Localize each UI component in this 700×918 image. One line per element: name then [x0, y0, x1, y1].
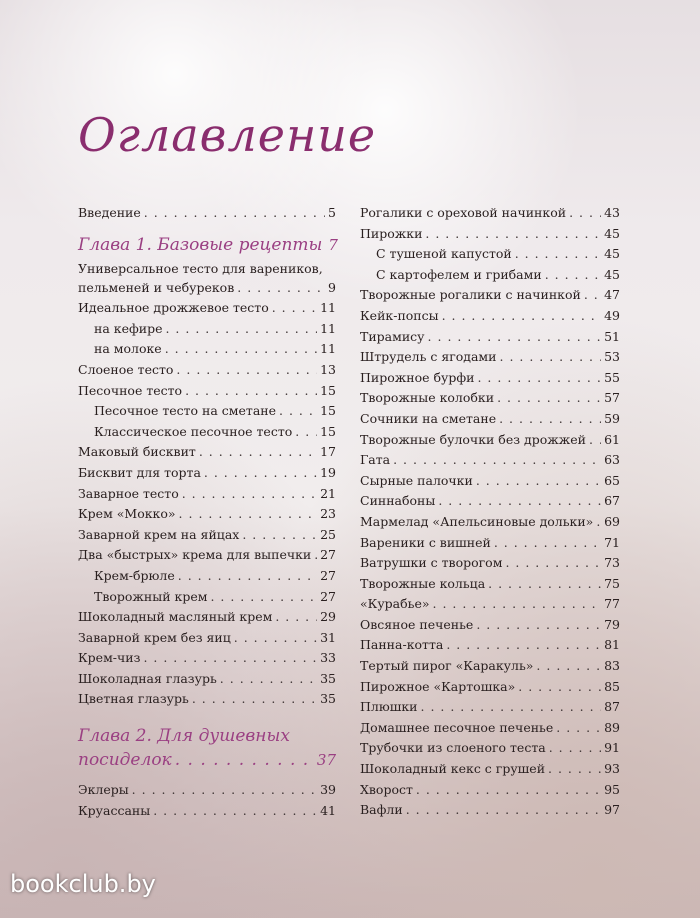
dot-leader — [237, 278, 325, 299]
entry-title: Классическое песочное тесто — [94, 423, 293, 439]
entry-title: Заварной крем на яйцах — [78, 526, 240, 542]
dot-leader — [165, 339, 317, 360]
entry-title: на молоке — [94, 341, 162, 357]
dot-leader — [494, 533, 601, 554]
toc-entry[interactable] — [360, 533, 620, 554]
entry-page: 47 — [604, 287, 620, 303]
entry-page: 65 — [604, 472, 620, 488]
toc-entry[interactable] — [360, 388, 620, 409]
dot-leader — [446, 635, 601, 656]
toc-entry[interactable] — [360, 697, 620, 718]
dot-leader — [182, 484, 317, 505]
entry-page: 13 — [320, 361, 336, 377]
entry-title: Идеальное дрожжевое тесто — [78, 300, 269, 316]
entry-page: 55 — [604, 369, 620, 385]
entry-title: Кейк-попсы — [360, 307, 439, 323]
entry-page: 81 — [604, 637, 620, 653]
toc-entry[interactable] — [360, 738, 620, 759]
toc-entry[interactable] — [360, 594, 620, 615]
dot-leader — [476, 615, 601, 636]
entry-title: Крем-чиз — [78, 650, 141, 666]
entry-title: Овсяное печенье — [360, 616, 474, 632]
toc-entry[interactable] — [360, 471, 620, 492]
toc-entry[interactable] — [360, 430, 620, 451]
toc-entry[interactable] — [360, 450, 620, 471]
entry-page: 89 — [604, 719, 620, 735]
site-watermark: bookclub.by — [10, 870, 156, 898]
entry-title: Круассаны — [78, 802, 151, 818]
toc-entry[interactable] — [78, 401, 336, 422]
toc-entry[interactable] — [78, 504, 336, 525]
toc-entry[interactable] — [360, 656, 620, 677]
entry-title: Вареники с вишней — [360, 534, 491, 550]
entry-page: 35 — [320, 670, 336, 686]
entry-title: Маковый бисквит — [78, 444, 196, 460]
toc-entry[interactable] — [78, 339, 336, 360]
dot-leader — [438, 491, 601, 512]
toc-entry[interactable] — [360, 368, 620, 389]
toc-entry[interactable] — [360, 635, 620, 656]
toc-entry[interactable] — [360, 615, 620, 636]
entry-page: 11 — [320, 300, 336, 316]
entry-page: 61 — [604, 431, 620, 447]
entry-page: 91 — [604, 740, 620, 756]
entry-title: Тертый пирог «Каракуль» — [360, 658, 534, 674]
dot-leader — [192, 689, 317, 710]
entry-page: 67 — [604, 493, 620, 509]
entry-title: Рогалики с ореховой начинкой — [360, 205, 567, 220]
entry-page: 69 — [604, 513, 620, 529]
dot-leader — [545, 265, 601, 286]
entry-title: Плюшки — [360, 699, 418, 715]
entry-title: Цветная глазурь — [78, 691, 189, 707]
entry-title: Песочное тесто — [78, 382, 183, 398]
toc-entry[interactable] — [360, 327, 620, 348]
toc-left-column — [78, 203, 336, 821]
dot-leader — [210, 587, 317, 608]
entry-title: Трубочки из слоеного теста — [360, 740, 546, 756]
dot-leader — [497, 388, 601, 409]
toc-right-column — [360, 203, 620, 821]
toc-entry[interactable] — [360, 553, 620, 574]
entry-page: 57 — [604, 390, 620, 406]
toc-entry[interactable] — [360, 718, 620, 739]
dot-leader — [234, 628, 317, 649]
dot-leader — [220, 669, 317, 690]
toc-entry[interactable] — [78, 298, 336, 319]
toc-entry[interactable] — [78, 484, 336, 505]
toc-entry[interactable] — [78, 607, 336, 628]
entry-page: 51 — [604, 328, 620, 344]
toc-entry[interactable] — [360, 491, 620, 512]
dot-leader — [505, 553, 601, 574]
entry-page: 45 — [604, 225, 620, 241]
entry-title: Песочное тесто на сметане — [94, 403, 277, 419]
dot-leader — [442, 306, 602, 327]
toc-entry[interactable] — [78, 381, 336, 402]
dot-leader — [500, 347, 602, 368]
entry-title: Творожные колобки — [360, 390, 495, 406]
entry-title: Хворост — [360, 781, 413, 797]
entry-page: 11 — [320, 320, 336, 336]
entry-page: 43 — [604, 205, 620, 220]
entry-page: 33 — [320, 650, 336, 666]
dot-leader — [204, 463, 317, 484]
dot-leader — [536, 656, 601, 677]
entry-title: Пирожки — [360, 225, 423, 241]
entry-page: 39 — [320, 782, 336, 798]
toc-entry[interactable] — [360, 347, 620, 368]
toc-entry[interactable] — [360, 244, 620, 265]
entry-page: 27 — [320, 547, 336, 563]
chapter-page: 37 — [316, 751, 336, 770]
entry-page: 95 — [604, 781, 620, 797]
toc-entry[interactable] — [360, 677, 620, 698]
dot-leader — [132, 780, 317, 801]
entry-title: Пирожное бурфи — [360, 369, 475, 385]
spacer — [78, 772, 336, 780]
dot-leader — [515, 244, 601, 265]
toc-entry[interactable] — [78, 360, 336, 381]
toc-list-right — [360, 203, 620, 821]
dot-leader — [199, 442, 317, 463]
toc-entry[interactable] — [78, 587, 336, 608]
entry-title: Крем-брюле — [94, 567, 175, 583]
toc-entry[interactable] — [360, 512, 620, 533]
toc-entry[interactable] — [78, 669, 336, 690]
toc-entry[interactable] — [78, 648, 336, 669]
entry-page: 17 — [320, 444, 336, 460]
toc-entry[interactable] — [78, 525, 336, 546]
entry-page: 63 — [604, 452, 620, 468]
dot-leader — [549, 738, 601, 759]
entry-page: 9 — [328, 279, 336, 295]
entry-page: 11 — [320, 341, 336, 357]
entry-title: Два «быстрых» крема для выпечки — [78, 547, 312, 563]
dot-leader — [416, 780, 601, 801]
dot-leader — [518, 677, 601, 698]
dot-leader — [176, 360, 317, 381]
toc-entry[interactable] — [360, 574, 620, 595]
chapter-title-line2: посиделок — [78, 750, 172, 771]
dot-leader — [406, 800, 601, 821]
entry-page: 29 — [320, 609, 336, 625]
entry-page: 75 — [604, 575, 620, 591]
entry-page: 15 — [320, 382, 336, 398]
dot-leader — [569, 203, 601, 224]
entry-title-line1: Универсальное тесто для вареников, — [78, 260, 323, 276]
dot-leader — [548, 759, 601, 780]
dot-leader — [178, 566, 317, 587]
entry-title: Творожный крем — [94, 588, 208, 604]
toc-entry[interactable] — [78, 545, 336, 566]
dot-leader — [488, 574, 601, 595]
dot-leader — [596, 512, 601, 533]
entry-title: Гата — [360, 452, 391, 468]
entry-title: Эклеры — [78, 782, 129, 798]
dot-leader — [179, 504, 318, 525]
chapter-1-heading[interactable] — [78, 230, 336, 260]
chapter-page: 7 — [328, 235, 338, 254]
entry-page: 87 — [604, 699, 620, 715]
dot-leader — [275, 607, 317, 628]
entry-page: 85 — [604, 678, 620, 694]
entry-title-line2: пельменей и чебуреков — [78, 279, 235, 295]
dot-leader — [279, 401, 317, 422]
dot-leader — [477, 368, 601, 389]
entry-page: 31 — [320, 629, 336, 645]
dot-leader — [589, 430, 601, 451]
toc-entry[interactable] — [78, 442, 336, 463]
dot-leader — [143, 648, 317, 669]
entry-title: на кефире — [94, 320, 163, 336]
entry-page: 27 — [320, 588, 336, 604]
dot-leader — [185, 381, 317, 402]
entry-page: 97 — [604, 802, 620, 818]
entry-page: 15 — [320, 423, 336, 439]
toc-entry[interactable] — [78, 689, 336, 710]
toc-entry[interactable] — [360, 265, 620, 286]
entry-title: Шоколадная глазурь — [78, 670, 217, 686]
toc-entry[interactable] — [360, 224, 620, 245]
dot-leader — [433, 594, 602, 615]
entry-page: 49 — [604, 307, 620, 323]
entry-page: 83 — [604, 658, 620, 674]
entry-title: Домашнее песочное печенье — [360, 719, 554, 735]
dot-leader — [295, 422, 317, 443]
entry-title: Творожные булочки без дрожжей — [360, 431, 586, 447]
toc-entry[interactable] — [360, 409, 620, 430]
dot-leader — [242, 525, 317, 546]
entry-page: 71 — [604, 534, 620, 550]
entry-title: Крем «Мокко» — [78, 506, 176, 522]
dot-leader — [421, 697, 602, 718]
dot-leader — [499, 409, 601, 430]
dot-leader — [153, 801, 317, 822]
entry-page: 93 — [604, 761, 620, 777]
entry-page: 5 — [328, 205, 336, 220]
dot-leader — [144, 203, 325, 224]
entry-title: Бисквит для торта — [78, 464, 201, 480]
dot-leader — [584, 285, 601, 306]
entry-page: 45 — [604, 246, 620, 262]
entry-page: 15 — [320, 403, 336, 419]
toc-entry[interactable] — [78, 422, 336, 443]
entry-page: 21 — [320, 485, 336, 501]
toc-entry-intro[interactable] — [78, 203, 336, 224]
entry-title: Панна-котта — [360, 637, 444, 653]
chapter-title: Глава 1. Базовые рецепты — [78, 234, 323, 255]
entry-title: Введение — [78, 205, 141, 220]
entry-title: Шоколадный кекс с грушей — [360, 761, 546, 777]
entry-page: 59 — [604, 410, 620, 426]
entry-title: Сочники на сметане — [360, 410, 497, 426]
toc-entry[interactable] — [78, 319, 336, 340]
entry-title: Штрудель с ягодами — [360, 349, 497, 365]
entry-page: 27 — [320, 567, 336, 583]
dot-leader — [314, 545, 317, 566]
entry-title: Вафли — [360, 802, 403, 818]
entry-title: Пирожное «Картошка» — [360, 678, 516, 694]
dot-leader — [272, 298, 317, 319]
toc-list-chapter1 — [78, 298, 336, 710]
entry-page: 79 — [604, 616, 620, 632]
toc-entry[interactable] — [360, 759, 620, 780]
entry-page: 25 — [320, 526, 336, 542]
entry-title: С тушеной капустой — [376, 246, 512, 262]
entry-title: Сырные палочки — [360, 472, 473, 488]
toc-entry-universal[interactable] — [78, 260, 336, 299]
dot-leader — [556, 718, 601, 739]
entry-page: 41 — [320, 802, 336, 818]
chapter-title-line1: Глава 2. Для душевных — [78, 726, 290, 747]
entry-page: 23 — [320, 506, 336, 522]
toc-entry[interactable] — [360, 285, 620, 306]
dot-leader — [175, 748, 314, 772]
entry-title: Мармелад «Апельсиновые дольки» — [360, 513, 594, 529]
toc-entry[interactable] — [360, 780, 620, 801]
entry-title: «Курабье» — [360, 596, 430, 612]
entry-title: Шоколадный масляный крем — [78, 609, 273, 625]
dot-leader — [476, 471, 601, 492]
dot-leader — [425, 224, 601, 245]
entry-page: 45 — [604, 266, 620, 282]
entry-title: Творожные рогалики с начинкой — [360, 287, 581, 303]
dot-leader — [428, 327, 602, 348]
entry-page: 53 — [604, 349, 620, 365]
entry-title: Слоеное тесто — [78, 361, 174, 377]
toc-entry[interactable] — [78, 780, 336, 801]
toc-entry[interactable] — [78, 801, 336, 822]
toc-entry[interactable] — [360, 203, 620, 224]
entry-title: Заварное тесто — [78, 485, 179, 501]
toc-entry[interactable] — [78, 463, 336, 484]
entry-title: Синнабоны — [360, 493, 436, 509]
entry-page: 77 — [604, 596, 620, 612]
entry-title: Тирамису — [360, 328, 425, 344]
toc-entry[interactable] — [78, 628, 336, 649]
entry-title: Заварной крем без яиц — [78, 629, 231, 645]
entry-title: Творожные кольца — [360, 575, 486, 591]
toc-entry[interactable] — [78, 566, 336, 587]
chapter-2-heading[interactable] — [78, 724, 336, 772]
toc-entry[interactable] — [360, 306, 620, 327]
page-title: Оглавление — [78, 108, 377, 162]
entry-page: 19 — [320, 464, 336, 480]
entry-page: 73 — [604, 555, 620, 571]
entry-page: 35 — [320, 691, 336, 707]
entry-title: Ватрушки с творогом — [360, 555, 503, 571]
toc-list-chapter2 — [78, 780, 336, 821]
entry-title: С картофелем и грибами — [376, 266, 542, 282]
dot-leader — [165, 319, 317, 340]
toc-entry[interactable] — [360, 800, 620, 821]
dot-leader — [393, 450, 601, 471]
